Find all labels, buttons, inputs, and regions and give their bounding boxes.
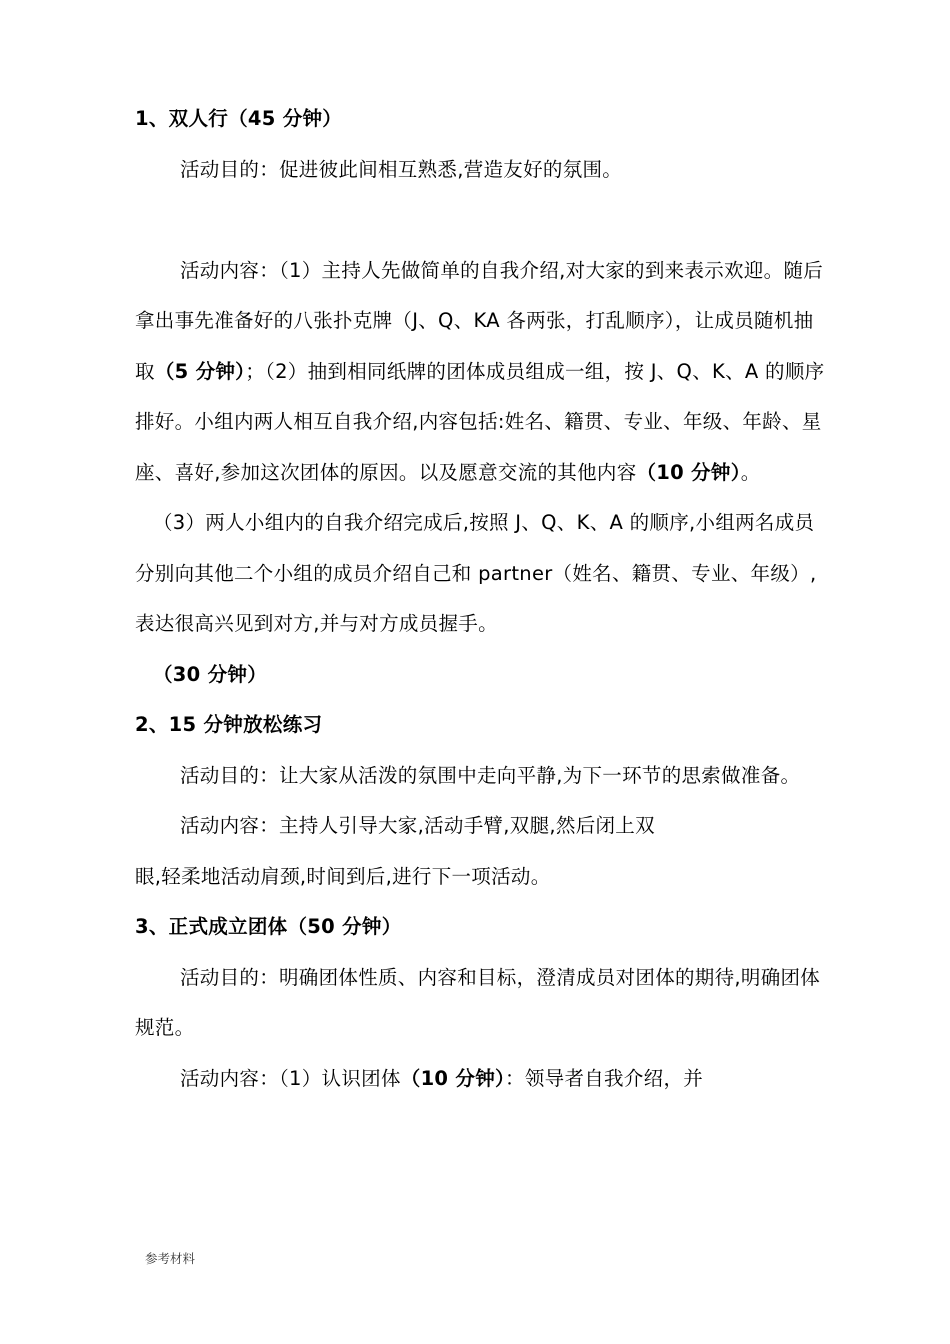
section-3-content-text-b: ：领导者自我介绍，并 <box>505 1066 704 1090</box>
page-footer: 参考材料 <box>145 1251 196 1266</box>
section-2-purpose: 活动目的：让大家从活泼的氛围中走向平静,为下一环节的思索做准备。 <box>180 763 801 787</box>
section-1-content-text-a: 活动内容：（1）主持人先做简单的自我介绍,对大家的到来表示欢迎。随后拿出事先准备好的八张扑克牌（J、Q、KA 各两张，打乱顺序），让成员随机抽取 <box>135 258 824 383</box>
section-1-content-text-c: 。 <box>740 460 761 484</box>
section-1-content-text-b: ；（2）抽到相同纸牌的团体成员组成一组，按 J、Q、K、A 的顺序排好。小组内两人相互自我介绍,内容包括:姓名、籍贯、专业、年级、年龄、星座、喜好,参加这次团体的原因。以及愿意交流的其他内容 <box>135 359 825 484</box>
section-1-heading: 1、双人行（45 分钟） <box>135 107 343 130</box>
section-3-content <box>135 1054 825 1105</box>
section-3-content-text-a: 活动内容：（1）认识团体 <box>180 1066 401 1090</box>
section-2-heading: 2、15 分钟放松练习 <box>135 713 323 736</box>
section-1-duration-b: （10 分钟） <box>636 460 741 484</box>
section-2-content-line-2: 眼,轻柔地活动肩颈,时间到后,进行下一项活动。 <box>135 864 551 888</box>
blank-line <box>135 195 825 246</box>
section-1-duration-c: （30 分钟） <box>153 662 268 686</box>
section-2-content-line-1: 活动内容：主持人引导大家,活动手臂,双腿,然后闭上双 <box>180 814 655 837</box>
section-3-duration: （10 分钟） <box>400 1066 506 1090</box>
document-body <box>135 94 825 1104</box>
section-1-duration-a: （5 分钟） <box>154 359 246 383</box>
section-1-content <box>135 246 825 499</box>
section-3-heading: 3、正式成立团体（50 分钟） <box>135 915 402 938</box>
section-1-content-step-3: （3）两人小组内的自我介绍完成后,按照 J、Q、K、A 的顺序,小组两名成员分别向其他二个小组的成员介绍自己和 partner（姓名、籍贯、专业、年级）,表达很高兴见到对方,并与对方成员握手。 <box>135 511 817 635</box>
section-1-purpose: 活动目的：促进彼此间相互熟悉,营造友好的氛围。 <box>180 157 623 181</box>
section-3-purpose: 活动目的：明确团体性质、内容和目标，澄清成员对团体的期待,明确团体规范。 <box>135 965 821 1039</box>
